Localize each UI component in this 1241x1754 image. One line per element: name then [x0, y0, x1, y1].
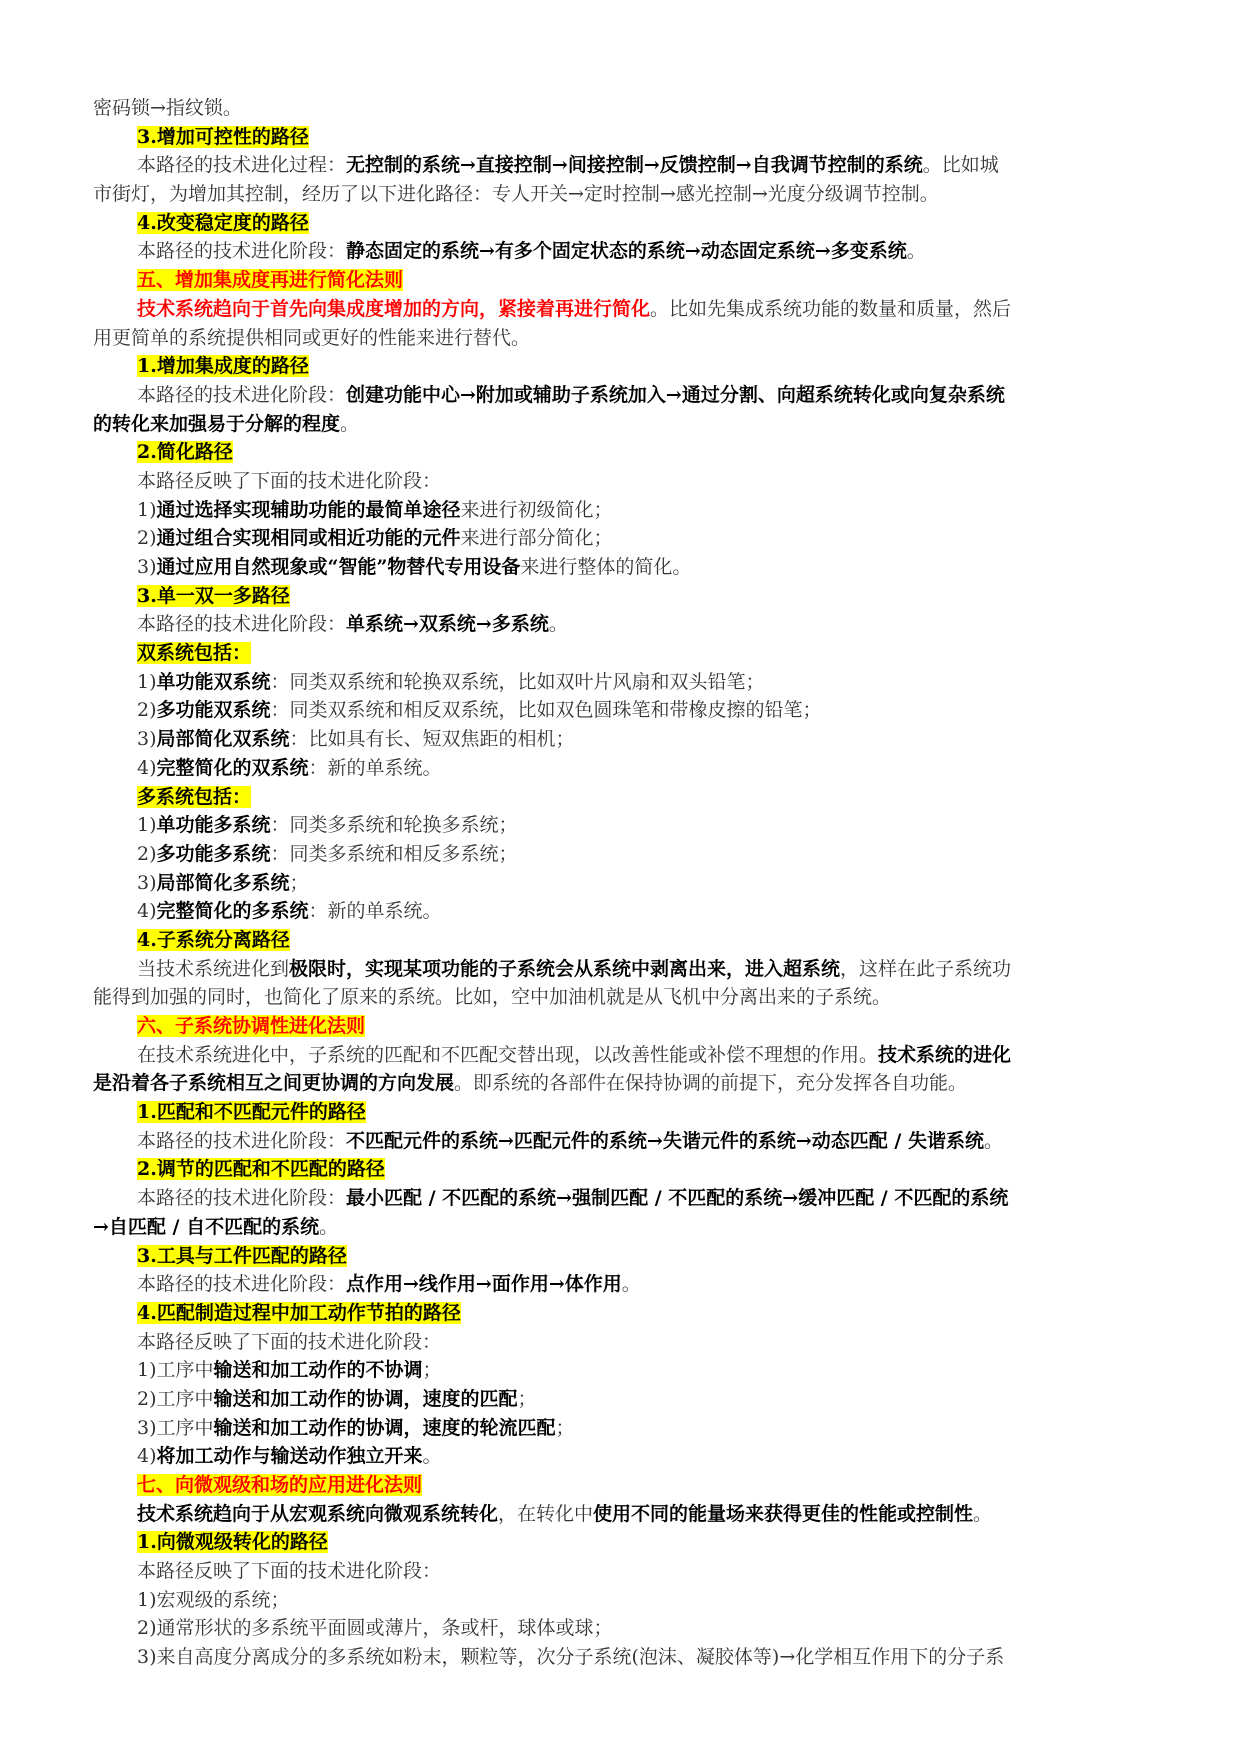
- text-segment: 用更简单的系统提供相同或更好的性能来进行替代。: [93, 326, 531, 349]
- text-segment: 。比如城: [922, 154, 999, 177]
- text-line: [93, 783, 1153, 812]
- text-line: [93, 1356, 1153, 1385]
- text-line: [93, 582, 1153, 611]
- text-line: [93, 1500, 1153, 1529]
- text-segment: 当技术系统进化到: [137, 957, 290, 980]
- text-segment: ；: [517, 1387, 537, 1410]
- text-segment: 极限时，实现某项功能的子系统会从系统中剥离出来，进入超系统: [289, 957, 841, 980]
- text-segment: 密码锁→指纹锁。: [93, 97, 242, 119]
- text-segment: 不匹配元件的系统→匹配元件的系统→失谐元件的系统→动态匹配 / 失谐系统: [346, 1129, 984, 1152]
- text-segment: 单功能多系统: [156, 814, 271, 837]
- section-heading: 多系统包括：: [137, 785, 252, 808]
- text-line: [93, 94, 1153, 123]
- text-segment: 1)工序中: [137, 1359, 214, 1382]
- text-line: [93, 725, 1153, 754]
- section-heading: 3.增加可控性的路径: [137, 125, 309, 148]
- section-heading: 2.调节的匹配和不匹配的路径: [137, 1158, 385, 1181]
- text-segment: 2)工序中: [137, 1387, 214, 1410]
- text-segment: 使用不同的能量场来获得更佳的性能或控制性: [593, 1502, 974, 1525]
- section-heading: 1.匹配和不匹配元件的路径: [137, 1101, 366, 1124]
- text-segment: 输送和加工动作的协调，速度的轮流匹配: [213, 1416, 556, 1439]
- text-segment: 本路径反映了下面的技术进化阶段：: [137, 469, 442, 492]
- text-segment: 是沿着各子系统相互之间更协调的方向发展: [93, 1072, 455, 1095]
- text-line: [93, 1586, 1153, 1615]
- section-heading: 3.工具与工件匹配的路径: [137, 1244, 347, 1267]
- text-line: [93, 926, 1153, 955]
- text-segment: ；: [422, 1359, 442, 1382]
- text-line: [93, 811, 1153, 840]
- text-line: [93, 1242, 1153, 1271]
- text-line: [93, 1442, 1153, 1471]
- text-segment: 4): [137, 1445, 157, 1468]
- text-segment: ：新的单系统。: [308, 900, 442, 923]
- text-segment: 本路径的技术进化阶段：: [137, 240, 347, 263]
- text-line: [93, 639, 1153, 668]
- text-line: [93, 668, 1153, 697]
- text-segment: 单功能双系统: [156, 670, 271, 693]
- text-segment: 在技术系统进化中，子系统的匹配和不匹配交替出现，以改善性能或补偿不理想的作用。: [137, 1043, 879, 1066]
- text-line: [93, 524, 1153, 553]
- section-heading: 4.匹配制造过程中加工动作节拍的路径: [137, 1301, 461, 1324]
- text-line: [93, 1328, 1153, 1357]
- text-segment: 技术系统趋向于首先向集成度增加的方向，紧接着再进行简化: [137, 297, 651, 320]
- text-segment: ，这样在此子系统功: [840, 957, 1012, 980]
- section-heading: 七、向微观级和场的应用进化法则: [137, 1474, 423, 1496]
- text-line: [93, 1528, 1153, 1557]
- text-segment: 输送和加工动作的不协调: [213, 1359, 423, 1382]
- text-segment: 2)通常形状的多系统平面圆或薄片，条或杆，球体或球；: [137, 1617, 613, 1640]
- text-segment: ：同类双系统和相反双系统，比如双色圆珠笔和带橡皮擦的铅笔；: [270, 699, 822, 722]
- text-line: [93, 1614, 1153, 1643]
- text-segment: 来进行整体的简化。: [520, 556, 692, 578]
- text-segment: 4): [137, 900, 157, 923]
- text-line: [93, 983, 1153, 1012]
- text-line: [93, 1184, 1153, 1213]
- text-line: [93, 123, 1153, 152]
- text-line: [93, 1299, 1153, 1328]
- text-segment: 通过应用自然现象或“智能”物替代专用设备: [156, 556, 521, 578]
- text-segment: 。: [973, 1502, 993, 1525]
- text-line: [93, 610, 1153, 639]
- text-line: [93, 410, 1153, 439]
- text-segment: ：同类双系统和轮换双系统，比如双叶片风扇和双头铅笔；: [270, 670, 765, 693]
- text-line: [93, 1098, 1153, 1127]
- section-heading: 3.单一双一多路径: [137, 584, 290, 607]
- document-page: [93, 94, 1153, 1672]
- section-heading: 1.向微观级转化的路径: [137, 1531, 328, 1554]
- text-segment: 3): [137, 871, 157, 894]
- text-segment: 。比如先集成系统功能的数量和质量，然后: [650, 297, 1012, 320]
- section-heading: 2.简化路径: [137, 441, 233, 464]
- text-segment: 。即系统的各部件在保持协调的前提下，充分发挥各自功能。: [454, 1072, 968, 1095]
- text-segment: 本路径的技术进化阶段：: [137, 1273, 347, 1296]
- text-line: [93, 897, 1153, 926]
- text-segment: 技术系统趋向于从宏观系统向微观系统转化: [137, 1502, 499, 1525]
- text-segment: 1): [137, 670, 157, 693]
- section-heading: 1.增加集成度的路径: [137, 355, 309, 378]
- text-line: [93, 553, 1153, 582]
- section-heading: 4.子系统分离路径: [137, 928, 290, 951]
- text-segment: 2): [137, 527, 157, 550]
- text-line: [93, 1557, 1153, 1586]
- text-segment: 多功能多系统: [156, 842, 271, 865]
- text-segment: 无控制的系统→直接控制→间接控制→反馈控制→自我调节控制的系统: [346, 154, 923, 177]
- text-line: [93, 1385, 1153, 1414]
- text-segment: 本路径的技术进化阶段：: [137, 1187, 347, 1210]
- text-segment: 。: [621, 1273, 641, 1296]
- text-segment: 能得到加强的同时，也简化了原来的系统。比如，空中加油机就是从飞机中分离出来的子系统。: [93, 986, 892, 1009]
- text-segment: 输送和加工动作的协调，速度的匹配: [213, 1387, 518, 1410]
- text-line: [93, 1041, 1153, 1070]
- text-line: [93, 840, 1153, 869]
- text-segment: 完整简化的多系统: [156, 900, 309, 923]
- text-line: [93, 324, 1153, 353]
- text-segment: 本路径反映了下面的技术进化阶段：: [137, 1330, 442, 1353]
- text-segment: 3): [137, 728, 157, 751]
- text-segment: 通过组合实现相同或相近功能的元件: [156, 527, 461, 550]
- section-heading: 六、子系统协调性进化法则: [137, 1015, 366, 1037]
- text-line: [93, 151, 1153, 180]
- text-segment: ：新的单系统。: [308, 756, 442, 779]
- text-line: [93, 467, 1153, 496]
- text-segment: 4): [137, 756, 157, 779]
- text-segment: 完整简化的双系统: [156, 756, 309, 779]
- text-segment: 单系统→双系统→多系统: [346, 613, 549, 636]
- text-line: [93, 1012, 1153, 1041]
- text-segment: 最小匹配 / 不匹配的系统→强制匹配 / 不匹配的系统→缓冲匹配 / 不匹配的系统: [346, 1187, 1009, 1210]
- text-segment: 局部简化双系统: [156, 728, 290, 751]
- section-heading: 4.改变稳定度的路径: [137, 211, 309, 234]
- text-segment: 的转化来加强易于分解的程度: [93, 412, 341, 435]
- text-segment: 3)工序中: [137, 1416, 214, 1439]
- text-line: [93, 381, 1153, 410]
- text-line: [93, 869, 1153, 898]
- text-segment: 创建功能中心→附加或辅助子系统加入→通过分割、向超系统转化或向复杂系统: [346, 383, 1005, 406]
- text-segment: 2): [137, 842, 157, 865]
- text-segment: 。: [340, 412, 360, 435]
- text-line: [93, 237, 1153, 266]
- text-segment: 。: [548, 613, 568, 636]
- text-line: [93, 1069, 1153, 1098]
- text-line: [93, 496, 1153, 525]
- text-segment: 通过选择实现辅助功能的最简单途径: [156, 498, 461, 521]
- text-segment: 。: [319, 1215, 339, 1238]
- text-segment: 本路径的技术进化阶段：: [137, 1129, 347, 1152]
- text-segment: 静态固定的系统→有多个固定状态的系统→动态固定系统→多变系统: [346, 240, 907, 263]
- text-line: [93, 352, 1153, 381]
- text-segment: 。: [422, 1445, 442, 1468]
- text-line: [93, 1471, 1153, 1500]
- text-segment: 本路径的技术进化过程：: [137, 154, 347, 177]
- text-line: [93, 295, 1153, 324]
- text-line: [93, 1414, 1153, 1443]
- text-line: [93, 1270, 1153, 1299]
- text-segment: 将加工动作与输送动作独立开来: [156, 1445, 423, 1468]
- text-segment: 本路径的技术进化阶段：: [137, 383, 347, 406]
- text-segment: 来进行初级简化；: [460, 498, 613, 521]
- text-segment: 市街灯，为增加其控制，经历了以下进化路径：专人开关→定时控制→感光控制→光度分级调节控制。: [93, 183, 939, 206]
- text-segment: ，在转化中: [498, 1502, 594, 1525]
- text-line: [93, 1213, 1153, 1242]
- text-segment: 来进行部分简化；: [460, 527, 613, 550]
- text-line: [93, 266, 1153, 295]
- text-line: [93, 955, 1153, 984]
- section-heading: 五、增加集成度再进行简化法则: [137, 269, 404, 292]
- text-line: [93, 1643, 1153, 1672]
- text-line: [93, 438, 1153, 467]
- text-segment: ：同类多系统和轮换多系统；: [270, 814, 518, 837]
- text-segment: ；: [289, 871, 309, 894]
- text-segment: 技术系统的进化: [878, 1043, 1012, 1066]
- text-segment: ；: [555, 1416, 575, 1439]
- text-segment: 点作用→线作用→面作用→体作用: [346, 1273, 622, 1296]
- text-segment: 。: [983, 1129, 1003, 1152]
- text-segment: ：比如具有长、短双焦距的相机；: [289, 728, 575, 751]
- text-segment: 3): [137, 556, 157, 578]
- text-segment: 本路径反映了下面的技术进化阶段：: [137, 1560, 442, 1583]
- text-segment: 本路径的技术进化阶段：: [137, 613, 347, 636]
- text-line: [93, 1127, 1153, 1156]
- text-segment: 1): [137, 498, 157, 521]
- text-line: [93, 696, 1153, 725]
- text-segment: 1): [137, 814, 157, 837]
- text-line: [93, 754, 1153, 783]
- text-line: [93, 180, 1153, 209]
- text-segment: 1)宏观级的系统；: [137, 1588, 290, 1611]
- text-segment: 3)来自高度分离成分的多系统如粉末，颗粒等，次分子系统(泡沫、凝胶体等)→化学相互作用下的分子系: [137, 1646, 1005, 1669]
- text-segment: 多功能双系统: [156, 699, 271, 722]
- text-segment: 局部简化多系统: [156, 871, 290, 894]
- text-line: [93, 209, 1153, 238]
- text-segment: →自匹配 / 自不匹配的系统: [93, 1215, 320, 1238]
- text-line: [93, 1155, 1153, 1184]
- text-segment: 。: [906, 240, 926, 263]
- section-heading: 双系统包括：: [137, 642, 252, 665]
- text-segment: 2): [137, 699, 157, 722]
- text-segment: ：同类多系统和相反多系统；: [270, 842, 518, 865]
